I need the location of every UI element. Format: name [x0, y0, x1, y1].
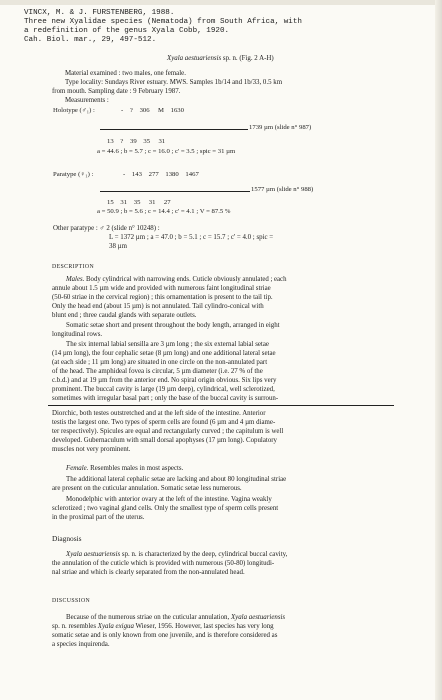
holotype-top-values: - ? 306 M 1630 [121, 107, 184, 114]
males-p3-line-3: (at each side ; 11 µm long) are situated in one circle on the non-annulated part [52, 359, 268, 366]
paratype-total: 1577 µm (slide n° 988) [251, 186, 314, 193]
other-paratype-line-2: L = 1372 µm ; a = 47.0 ; b = 5.1 ; c = 15.7 ; c' = 4.0 ; spic = [109, 234, 274, 241]
species-suffix: sp. n. (Fig. 2 A-H) [222, 55, 274, 62]
males-p1-line-4: Only the head end (about 15 µm) is not annulated. Tail cylindro-conical with [52, 303, 264, 310]
paratype-bottom-values: 15 31 35 31 27 [107, 199, 171, 206]
males-p3-line-1: The six internal labial sensilla are 3 µm long ; the six external labial setae [66, 341, 269, 348]
citation-line-1: VINCX, M. & J. FURSTENBERG, 1988. [24, 9, 175, 17]
female-p1-text: Resembles males in most aspects. [90, 465, 184, 472]
citation-line-4: Cah. Biol. mar., 29, 497-512. [24, 36, 157, 44]
female-p2-line-2: are present on the cuticular annulation. Somatic setae less numerous. [52, 485, 242, 492]
diagnosis-line-3: nal striae and which is clearly separated from the non-annulated head. [52, 569, 245, 576]
males-p3-line-7: sometimes with irregular basal part ; only the base of the buccal cavity is surroun- [52, 395, 279, 402]
paratype-fraction-bar [100, 191, 250, 192]
discussion-line-2-pre: sp. n. resembles [52, 623, 97, 630]
males-p4-line-4: developed. Gubernaculum with small dorsal apophyses (17 µm long). Copulatory [52, 437, 278, 444]
males-lead: Males. [66, 276, 85, 283]
discussion-line-4: a species inquirenda. [52, 641, 110, 648]
paratype-top-values: - 143 277 1380 1467 [123, 171, 199, 178]
other-paratype-line-1: Other paratype : ♂ 2 (slide n° 10248) : [53, 225, 160, 232]
scan-top-edge [0, 0, 442, 5]
males-p4-line-3: ter respectively). Spicules are equal and rectangularly curved ; the capitulum is well [52, 428, 284, 435]
female-p1 [66, 465, 183, 473]
scan-right-edge [435, 0, 442, 700]
species-header [167, 55, 274, 63]
males-p3-line-6: prominent. The buccal cavity is large (19 µm deep), cylindrical, well sclerotized, [52, 386, 275, 393]
paratype-label: Paratype (♀₁) : [53, 171, 94, 178]
males-p4-line-1: Diorchic, both testes outstretched and at the left side of the intestine. Anterior [52, 410, 266, 417]
males-p1-line-2: annule about 1.5 µm wide and provided with numerous faint longitudinal striae [52, 285, 271, 292]
holotype-ratios: a = 44.6 ; b = 5.7 ; c = 16.0 ; c' = 3.5 ; spic = 31 µm [97, 148, 236, 155]
discussion-species-name: Xyala aestuariensis [230, 614, 286, 621]
measurements-label: Measurements : [65, 97, 109, 104]
discussion-line-1-text: Because of the numerous striae on the cuticular annulation, [66, 614, 230, 621]
diagnosis-heading: Diagnosis [52, 534, 82, 543]
other-paratype-line-3: 38 µm [109, 243, 127, 250]
female-p2-line-1: The additional lateral cephalic setae are lacking and about 80 longitudinal striae [66, 476, 287, 483]
discussion-line-1 [66, 614, 285, 622]
diagnosis-line-1-text: sp. n. is characterized by the deep, cylindrical buccal cavity, [121, 551, 288, 558]
material-examined: Material examined : two males, one female. [65, 70, 186, 77]
citation-line-2: Three new Xyalidae species (Nematoda) from South Africa, with [24, 18, 302, 26]
males-p1-text-1: Body cylindrical with narrowing ends. Cuticle obviously annulated ; each [86, 276, 287, 283]
holotype-bottom-values: 13 ? 39 35 31 [107, 138, 166, 145]
discussion-line-2 [52, 623, 274, 631]
discussion-compared-species: Xyala exigua [97, 623, 134, 630]
discussion-line-2-rest: Wieser, 1956. However, last species has very long [135, 623, 274, 630]
males-p2-line-1: Somatic setae short and present throughout the body length, arranged in eight [66, 322, 280, 329]
description-heading: DESCRIPTION [52, 264, 95, 270]
type-locality-line-2: from mouth. Sampling date : 9 February 1987. [52, 88, 181, 95]
males-p4-line-2: testis the largest one. Two types of sperm cells are found (6 µm and 4 µm diame- [52, 419, 276, 426]
diagnosis-line-1 [66, 551, 287, 559]
males-p3-line-4: of the head. The amphideal fovea is circular, 5 µm diameter (i.e. 27 % of the [52, 368, 263, 375]
species-name: Xyala aestuariensis [167, 55, 222, 62]
holotype-total: 1739 µm (slide n° 987) [249, 124, 312, 131]
paratype-ratios: a = 50.9 ; b = 5.6 ; c = 14.4 ; c' = 4.1 ; V = 87.5 % [97, 208, 231, 215]
holotype-fraction-bar [100, 129, 248, 130]
males-p4-line-5: muscles not very prominent. [52, 446, 131, 453]
males-p1-line-5: blunt end ; three caudal glands with separate outlets. [52, 312, 197, 319]
type-locality-line-1: Type locality: Sundays River estuary. MWS. Samples 1b/14 and 1b/33, 0.5 km [65, 79, 283, 86]
citation-line-3: a redefinition of the genus Xyala Cobb, 1920. [24, 27, 230, 35]
diagnosis-line-2: the annulation of the cuticle which is provided with numerous (50-80) longitudi- [52, 560, 275, 567]
discussion-heading: DISCUSSION [52, 598, 91, 604]
males-p1-line-3: (50-60 striae in the cervical region) ; this ornamentation is present to the tail tip. [52, 294, 273, 301]
female-p3-line-2: sclerotized ; two vaginal gland cells. Only the smallest type of sperm cells present [52, 505, 279, 512]
female-lead: Female. [66, 465, 89, 472]
female-p3-line-1: Monodelphic with anterior ovary at the left of the intestine. Vagina weakly [66, 496, 272, 503]
pasted-cut-line [48, 405, 394, 406]
males-p3-line-5: c.b.d.) and at 19 µm from the anterior end. No spiral origin obvious. Six lips very [52, 377, 277, 384]
males-p3-line-2: (14 µm long), the four cephalic setae (8 µm long) and one additional lateral setae [52, 350, 276, 357]
diagnosis-species-name: Xyala aestuariensis [66, 551, 121, 558]
female-p3-line-3: in the proximal part of the uterus. [52, 514, 145, 521]
discussion-line-3: somatic setae and is only known from one juvenile, and is therefore considered as [52, 632, 278, 639]
holotype-label: Holotype (♂₁) : [53, 107, 95, 114]
males-p1-line-1 [52, 276, 391, 284]
males-p2-line-2: longitudinal rows. [52, 331, 103, 338]
